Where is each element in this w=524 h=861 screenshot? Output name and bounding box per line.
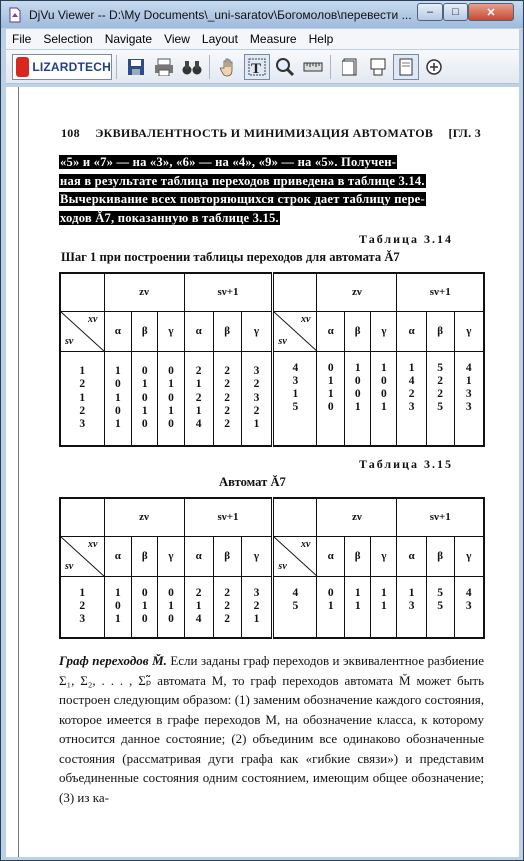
col-header-z: zν xyxy=(104,498,184,536)
ruler-icon[interactable] xyxy=(300,54,326,80)
gamma-header: γ xyxy=(371,536,397,576)
page-number: 108 xyxy=(61,126,80,140)
beta-header: β xyxy=(345,311,371,351)
alpha-header: α xyxy=(317,311,345,351)
menu-selection[interactable]: Selection xyxy=(43,32,93,46)
selected-line: ная в результате таблица переходов приведена в таблице 3.14. xyxy=(60,173,425,188)
z-column: 0 1 0 xyxy=(132,576,158,638)
text-select-icon[interactable] xyxy=(244,54,270,80)
menu-layout[interactable]: Layout xyxy=(201,32,238,46)
menu-measure[interactable]: Measure xyxy=(249,32,297,46)
alpha-header: α xyxy=(184,536,213,576)
corner-cell xyxy=(273,498,317,536)
zoom-in-icon[interactable] xyxy=(421,54,447,80)
maximize-button[interactable]: □ xyxy=(443,3,468,21)
next-state-column: 2 1 2 1 4 xyxy=(184,351,213,446)
table-number: Таблица 3.14 xyxy=(359,232,453,246)
beta-header: β xyxy=(426,311,454,351)
col-header-z: zν xyxy=(317,273,397,311)
alpha-header: α xyxy=(397,311,426,351)
z-column: 1 0 1 0 1 xyxy=(104,351,132,446)
corner-cell xyxy=(273,273,317,311)
menu-help[interactable]: Help xyxy=(308,32,334,46)
table-number: Таблица 3.15 xyxy=(359,457,453,471)
z-column: 0 1 xyxy=(317,576,345,638)
gamma-header: γ xyxy=(454,536,484,576)
beta-header: β xyxy=(213,311,241,351)
zoom-icon[interactable] xyxy=(272,54,298,80)
diagonal-header: xν sν xyxy=(60,536,104,576)
alpha-header: α xyxy=(184,311,213,351)
state-column: 1 2 1 2 3 xyxy=(60,351,104,446)
two-page-icon[interactable] xyxy=(393,54,419,80)
transition-table-3-15 xyxy=(59,497,485,639)
beta-header: β xyxy=(132,311,158,351)
chapter-mark: [ГЛ. 3 xyxy=(448,126,481,140)
gamma-header: γ xyxy=(158,536,184,576)
document-viewport[interactable] xyxy=(6,87,519,857)
window-title: DjVu Viewer -- D:\My Documents\_uni-saratov\Богомолов\перевести ... xyxy=(29,7,412,22)
table-caption: Шаг 1 при построении таблицы переходов для автомата Ă7 xyxy=(61,250,400,264)
menu-bar xyxy=(6,29,519,49)
alpha-header: α xyxy=(104,536,132,576)
gamma-header: γ xyxy=(371,311,397,351)
next-state-column: 3 2 1 xyxy=(241,576,273,638)
beta-header: β xyxy=(345,536,371,576)
vertical-scroll-area[interactable] xyxy=(489,87,517,857)
title-bar[interactable] xyxy=(1,1,523,28)
paragraph-lead: Граф переходов M̆. xyxy=(59,653,167,668)
next-state-column: 2 1 4 xyxy=(184,576,213,638)
table-caption: Автомат Ă7 xyxy=(219,475,286,489)
state-column: 1 2 3 xyxy=(60,576,104,638)
next-state-column: 1 3 xyxy=(397,576,426,638)
z-column: 1 0 0 1 xyxy=(345,351,371,446)
gamma-header: γ xyxy=(454,311,484,351)
col-header-z: zν xyxy=(104,273,184,311)
lizardtech-logo[interactable]: LIZARDTECH xyxy=(12,54,112,80)
save-icon[interactable] xyxy=(123,54,149,80)
binoculars-icon[interactable] xyxy=(179,54,205,80)
z-column: 1 1 xyxy=(345,576,371,638)
single-page-icon[interactable] xyxy=(337,54,363,80)
next-state-column: 2 2 2 xyxy=(213,576,241,638)
beta-header: β xyxy=(132,536,158,576)
svg-text:T: T xyxy=(251,60,262,76)
col-header-s: sν+1 xyxy=(184,273,273,311)
col-header-s: sν+1 xyxy=(397,498,484,536)
z-column: 0 1 0 1 0 xyxy=(132,351,158,446)
diagonal-header: xν sν xyxy=(273,311,317,351)
z-column: 1 0 0 1 xyxy=(371,351,397,446)
z-column: 0 1 0 1 0 xyxy=(158,351,184,446)
z-column: 0 1 0 xyxy=(158,576,184,638)
z-column: 1 0 1 xyxy=(104,576,132,638)
gamma-header: γ xyxy=(241,311,273,351)
paragraph-text: Если заданы граф переходов и эквивалентное разбиение Σ₁, Σ₂, . . . , Σₚ̃ автомата M, то граф переходов автомата M̆ может быть построен следующим образом: (1) заменим обозначение каждого состояния, которое имеется в графе переходов M, на обозначение класса, к которому относится данное состояние; (2) объединим все одинаково обозначенные состояния (рассматривая дуги графа как «гибкие связи») и представим объединенные состояния одним состоянием, имеющим общее обозначение; (3) из ка- xyxy=(59,653,484,805)
djvu-app-icon xyxy=(7,7,23,23)
next-state-column: 5 2 2 5 xyxy=(426,351,454,446)
close-button[interactable]: ✕ xyxy=(468,3,514,21)
gamma-header: γ xyxy=(241,536,273,576)
selected-text[interactable] xyxy=(59,153,484,227)
z-column: 0 1 1 0 xyxy=(317,351,345,446)
toolbar xyxy=(6,50,519,84)
col-header-z: zν xyxy=(317,498,397,536)
next-state-column: 1 4 2 3 xyxy=(397,351,426,446)
state-column: 4 3 1 5 xyxy=(273,351,317,446)
selected-line: ходов Ă7, показанную в таблице 3.15. xyxy=(60,210,279,225)
selected-line: «5» и «7» — на «3», «6» — на «4», «9» — на «5». Получен- xyxy=(60,155,397,169)
state-column: 4 5 xyxy=(273,576,317,638)
col-header-s: sν+1 xyxy=(397,273,484,311)
diagonal-header: xν sν xyxy=(60,311,104,351)
next-state-column: 4 3 xyxy=(454,576,484,638)
hand-icon[interactable] xyxy=(216,54,242,80)
transition-table-3-14 xyxy=(59,272,485,447)
next-state-column: 4 1 3 3 xyxy=(454,351,484,446)
next-state-column: 3 2 3 2 1 xyxy=(241,351,273,446)
selected-line: Вычеркивание всех повторяющихся строк дает таблицу пере- xyxy=(60,192,425,206)
next-state-column: 2 2 2 2 2 xyxy=(213,351,241,446)
col-header-s: sν+1 xyxy=(184,498,273,536)
menu-view[interactable]: View xyxy=(164,32,190,46)
print-icon[interactable] xyxy=(151,54,177,80)
menu-file[interactable]: File xyxy=(12,32,32,46)
corner-cell xyxy=(60,273,104,311)
beta-header: β xyxy=(213,536,241,576)
continuous-icon[interactable] xyxy=(365,54,391,80)
diagonal-header: xν sν xyxy=(273,536,317,576)
djvu-page xyxy=(18,87,483,857)
corner-cell xyxy=(60,498,104,536)
alpha-header: α xyxy=(104,311,132,351)
menu-navigate[interactable]: Navigate xyxy=(104,32,153,46)
z-column: 1 1 xyxy=(371,576,397,638)
gamma-header: γ xyxy=(158,311,184,351)
running-title: ЭКВИВАЛЕНТНОСТЬ И МИНИМИЗАЦИЯ АВТОМАТОВ xyxy=(95,126,434,140)
body-paragraph xyxy=(59,651,484,807)
page-header xyxy=(61,126,481,141)
alpha-header: α xyxy=(317,536,345,576)
beta-header: β xyxy=(426,536,454,576)
minimize-button[interactable]: – xyxy=(417,3,443,21)
next-state-column: 5 5 xyxy=(426,576,454,638)
alpha-header: α xyxy=(397,536,426,576)
